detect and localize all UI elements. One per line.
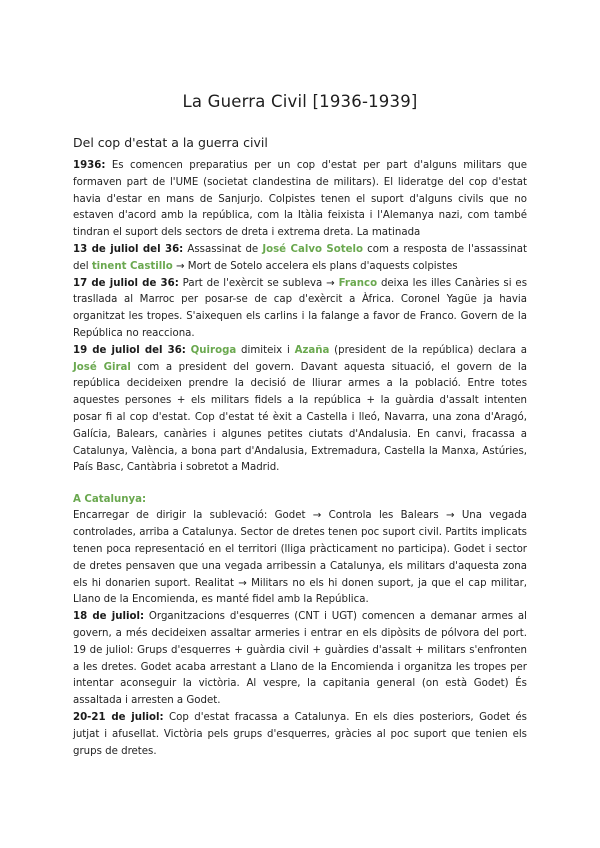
highlight-name: José Giral <box>73 361 131 373</box>
highlight-name: José Calvo Sotelo <box>262 243 364 255</box>
paragraph-text: com a president del govern. Davant aquesta situació, el govern de la república decideixen prendre la decisió de lliurar armes a la població. Entre totes aquestes persones + els militars fidels a la república + la guàrdia d'assalt intenten posar fi al cop d'estat. Cop d'estat té èxit a Castella i lleó, Navarra, una zona d'Aragó, Galícia, Balears, canàries i algunes petites ciutats d'Andalusia. En canvi, fracassa a Catalunya, València, a bona part d'Andalusia, Extremadura, Castella la Manxa, Astúries, País Basc, Cantàbria i sobretot a Madrid. <box>73 361 527 474</box>
paragraph-text: → Mort de Sotelo accelera els plans d'aquests colpistes <box>172 260 458 272</box>
paragraph-text: dimiteix i <box>236 344 295 356</box>
paragraph-text: com a resposta de l'assassinat del <box>73 243 527 272</box>
paragraph-20-21-juliol <box>73 710 527 760</box>
date-label: 1936: <box>73 160 106 171</box>
paragraph-text: (president de la república) declara a <box>329 344 527 356</box>
date-label: 13 de juliol del 36: <box>73 243 184 255</box>
paragraph-13-juliol <box>73 242 527 276</box>
paragraph-17-juliol <box>73 276 527 343</box>
date-label: 17 de juliol de 36: <box>73 277 179 289</box>
paragraph-18-juliol <box>73 609 527 710</box>
paragraph-1936 <box>73 158 527 242</box>
highlight-name: Franco <box>338 277 378 289</box>
date-label: 19 de juliol del 36: <box>73 344 186 356</box>
highlight-name: Azaña <box>294 344 330 356</box>
document-title: La Guerra Civil [1936-1939] <box>182 92 418 111</box>
highlight-name: Quiroga <box>190 344 237 356</box>
section-heading-catalunya: A Catalunya: <box>73 493 147 505</box>
paragraph-19-juliol <box>73 343 527 477</box>
paragraph-text: Organitzacions d'esquerres (CNT i UGT) comencen a demanar armes al govern, a més decideixen assaltar armeries i entrar en els dipòsits de pólvora del port. 19 de juliol: Grups d'esquerres + guàrdia civil + guàrdies d'assalt + militars s'enfronten a les dretes. Godet acaba arrestant a Llano de la Encomienda i organitza les tropes per intentar aconseguir la victòria. Al vespre, la capitania general (on està Godet) És assaltada i arresten a Godet. <box>73 611 527 707</box>
paragraph-text: Part de l'exèrcit se subleva → <box>178 277 339 289</box>
paragraph-text: Cop d'estat fracassa a Catalunya. En els dies posteriors, Godet és jutjat i afusellat. Victòria pels grups d'esquerres, gràcies al poc suport que tenien els grups de dretes. <box>73 712 527 757</box>
date-label: 20-21 de juliol: <box>73 712 164 723</box>
paragraph-text: Es comencen preparatius per un cop d'estat per part d'alguns militars que formaven part de l'UME (societat clandestina de militars). El lideratge del cop d'estat havia d'estar en mans de Sanjurjo. Colpistes tenen el suport d'alguns civils que no estaven d'acord amb la república, com la Itàlia feixista i l'Alemanya nazi, com també tindran el suport dels sectors de dreta i extrema dreta. La matinada <box>73 160 527 239</box>
paragraph-catalunya-intro: Encarregar de dirigir la sublevació: Godet → Controla les Balears → Una vegada controlades, arriba a Catalunya. Sector de dretes tenen poc suport civil. Partits implicats tenen poca representació en el territori (lliga pràcticament no participa). Godet i sector de dretes pensaven que una vegada arribessin a Catalunya, els militars d'aquesta zona els hi donarien suport. Realitat → Militars no els hi donen suport, ja que el cap militar, Llano de la Encomienda, es manté fidel amb la República. <box>73 510 527 606</box>
paragraph-text: Assassinat de <box>183 243 263 255</box>
highlight-name: tinent Castillo <box>91 260 173 272</box>
document-body <box>73 158 527 760</box>
section-subtitle: Del cop d'estat a la guerra civil <box>73 135 268 150</box>
date-label: 18 de juliol: <box>73 611 145 623</box>
paragraph-text: deixa les illes Canàries si es trasllada al Marroc per posar-se de cap d'exèrcit a Àfrica. Coronel Yagüe ja havia organitzat les tropes. S'aixequen els carlins i la falange a favor de Franco. Govern de la República no reacciona. <box>73 277 527 339</box>
